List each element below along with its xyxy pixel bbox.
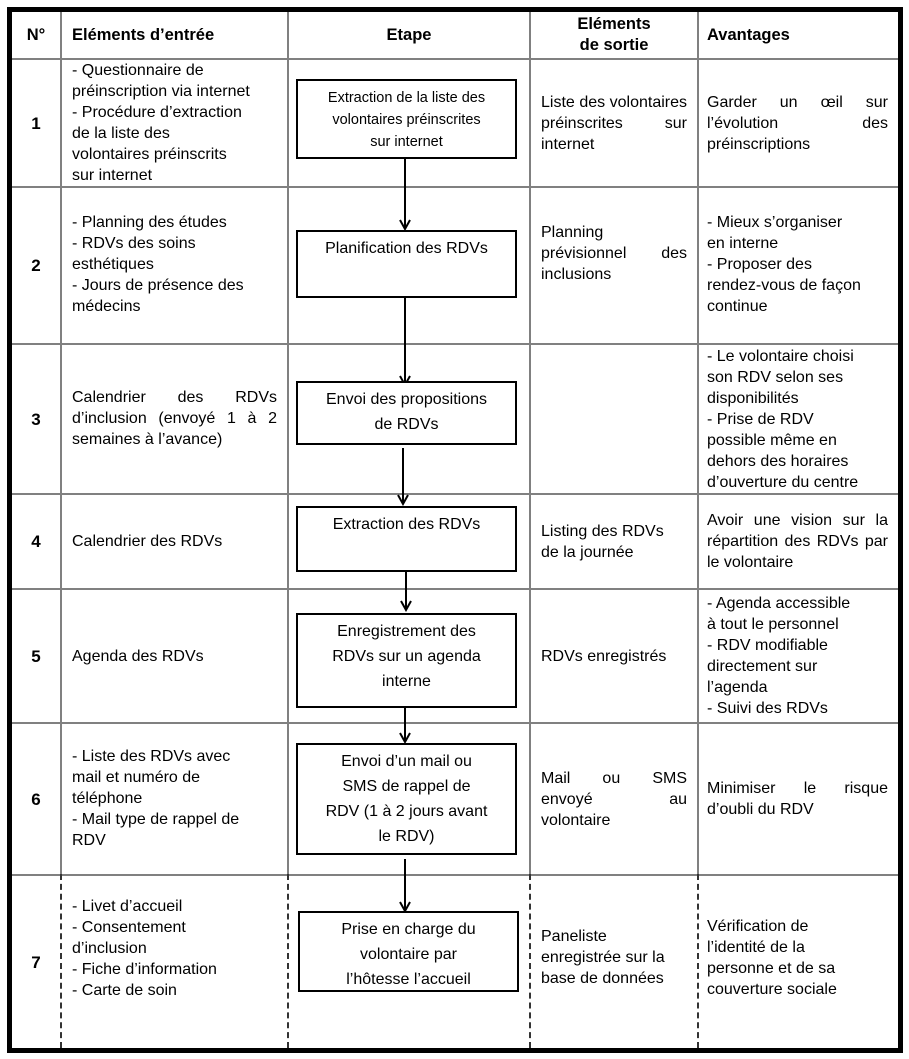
header-step: Etape (386, 25, 432, 44)
row-advantages (699, 60, 898, 186)
step-line: RDV (1 à 2 jours avant (325, 803, 488, 820)
row-inputs (62, 590, 287, 722)
advantage-item: - Prise de RDV (707, 410, 814, 428)
step-line: Prise en charge du (341, 921, 476, 938)
row-advantages (699, 876, 898, 1048)
step-line: de RDVs (374, 416, 439, 433)
advantage-item: continue (707, 298, 768, 315)
advantage-line: l’identité de la (707, 939, 805, 956)
row-number: 2 (31, 256, 41, 275)
row-number: 7 (31, 952, 41, 972)
row-number: 1 (31, 113, 41, 133)
step-box (296, 381, 517, 445)
flow-connector (404, 295, 406, 385)
row-outputs (531, 60, 697, 186)
row-number: 4 (31, 532, 41, 551)
advantage-item: - RDV modifiable (707, 637, 828, 654)
row-advantages (699, 590, 898, 722)
process-table (7, 7, 903, 1053)
output-text: Liste des volontaires préinscrites sur internet (541, 93, 687, 153)
input-item: mail et numéro de (72, 769, 201, 786)
input-item: médecins (72, 298, 141, 315)
row-inputs (62, 345, 287, 493)
row-outputs (531, 188, 697, 343)
input-item: - Consentement (72, 919, 186, 936)
step-box (296, 743, 517, 855)
row-inputs (62, 495, 287, 588)
row-number: 5 (31, 646, 41, 666)
row-outputs (531, 495, 697, 588)
step-line: RDVs sur un agenda (332, 648, 481, 665)
row-advantages (699, 188, 898, 343)
row-inputs (62, 188, 287, 343)
header-outputs-line: Eléments (577, 15, 651, 33)
input-item: - Mail type de rappel de (72, 811, 240, 828)
output-line: de la journée (541, 543, 634, 561)
input-item: - RDVs des soins (72, 235, 196, 252)
advantage-item: - Mieux s’organiser (707, 214, 843, 231)
step-line: sur internet (370, 134, 443, 150)
step-line: l’hôtesse l’accueil (346, 971, 471, 988)
advantage-item: - Suivi des RDVs (707, 700, 828, 717)
header-outputs (531, 12, 697, 58)
input-text: Calendrier des RDVs d’inclusion (envoyé 1 à 2 semaines à l’avance) (72, 389, 277, 448)
input-item: - Carte de soin (72, 982, 177, 999)
input-item: - Liste des RDVs avec (72, 748, 231, 765)
step-box (296, 79, 517, 159)
advantage-item: - Agenda accessible (707, 595, 851, 612)
row-number: 6 (31, 789, 41, 809)
step-line: Envoi d’un mail ou (341, 753, 472, 770)
advantage-text: Garder un œil sur l’évolution des préinscriptions (707, 93, 888, 153)
step-line: Extraction de la liste des (327, 90, 486, 106)
advantage-text: Avoir une vision sur la répartition des RDVs par le volontaire (707, 512, 888, 571)
step-box (296, 230, 517, 298)
step-line: le RDV) (378, 828, 435, 845)
input-item: - Livet d’accueil (72, 898, 183, 915)
input-item: - Fiche d’information (72, 961, 217, 978)
advantage-line: couverture sociale (707, 981, 837, 998)
step-line: interne (382, 673, 431, 690)
input-item: de la liste des (72, 125, 170, 142)
row-advantages (699, 724, 898, 874)
advantage-line: personne et de sa (707, 960, 836, 977)
step-box (298, 911, 519, 992)
arrow-down-icon (397, 494, 409, 506)
row-inputs (62, 724, 287, 874)
advantage-item: - Le volontaire choisi (707, 347, 854, 365)
advantage-item: l’agenda (707, 679, 768, 696)
row-inputs (62, 876, 287, 1048)
advantage-item: possible même en (707, 431, 837, 449)
input-item: - Procédure d’extraction (72, 104, 242, 121)
output-text: Planning prévisionnel des inclusions (541, 224, 687, 283)
input-item: téléphone (72, 790, 143, 807)
advantage-line: Vérification de (707, 918, 809, 935)
input-text: Agenda des RDVs (72, 647, 204, 665)
step-line: volontaires préinscrites (332, 112, 481, 128)
header-number: N° (26, 25, 46, 44)
step-line: Envoi des propositions (326, 391, 487, 408)
advantage-item: directement sur (707, 658, 818, 675)
input-item: esthétiques (72, 256, 154, 273)
column-divider (287, 874, 289, 1048)
advantage-text: Minimiser le risque d’oubli du RDV (707, 780, 888, 818)
step-line: Enregistrement des (337, 623, 476, 640)
input-text: Calendrier des RDVs (72, 533, 223, 550)
output-line: Paneliste (541, 928, 607, 945)
table-grid (12, 12, 898, 1048)
header-advantages: Avantages (707, 25, 790, 44)
advantage-item: son RDV selon ses (707, 368, 844, 386)
row-outputs (531, 590, 697, 722)
input-item: sur internet (72, 167, 153, 184)
row-inputs (62, 60, 287, 186)
row-outputs (531, 724, 697, 874)
input-item: d’inclusion (72, 940, 147, 957)
step-line: volontaire par (360, 946, 457, 963)
row-advantages (699, 495, 898, 588)
header-inputs: Eléments d’entrée (72, 25, 215, 44)
advantage-item: rendez-vous de façon (707, 277, 861, 294)
output-text: RDVs enregistrés (541, 647, 667, 665)
output-text: Mail ou SMS envoyé au volontaire (541, 769, 687, 829)
input-item: - Jours de présence des (72, 277, 244, 294)
advantage-item: - Proposer des (707, 256, 812, 273)
arrow-down-icon (400, 600, 412, 612)
row-number: 3 (31, 409, 41, 429)
output-line: enregistrée sur la (541, 949, 665, 966)
step-line: Planification des RDVs (325, 240, 488, 257)
step-box (296, 506, 517, 572)
step-line: Extraction des RDVs (332, 516, 481, 533)
advantage-item: à tout le personnel (707, 616, 839, 633)
step-box (296, 613, 517, 708)
input-item: préinscription via internet (72, 83, 250, 100)
step-line: SMS de rappel de (342, 778, 471, 795)
input-item: volontaires préinscrits (72, 146, 227, 163)
row-advantages (699, 345, 898, 493)
output-line: Listing des RDVs (541, 522, 664, 540)
row-outputs-empty (531, 345, 697, 493)
advantage-item: dehors des horaires (707, 452, 849, 470)
input-item: - Planning des études (72, 214, 227, 231)
header-outputs-line: de sortie (579, 36, 649, 54)
advantage-item: en interne (707, 235, 779, 252)
row-outputs (531, 876, 697, 1048)
input-item: RDV (72, 832, 106, 849)
output-line: base de données (541, 970, 664, 987)
advantage-item: d’ouverture du centre (707, 473, 859, 491)
input-item: - Questionnaire de (72, 62, 204, 79)
advantage-item: disponibilités (707, 389, 799, 407)
column-divider (287, 12, 289, 874)
